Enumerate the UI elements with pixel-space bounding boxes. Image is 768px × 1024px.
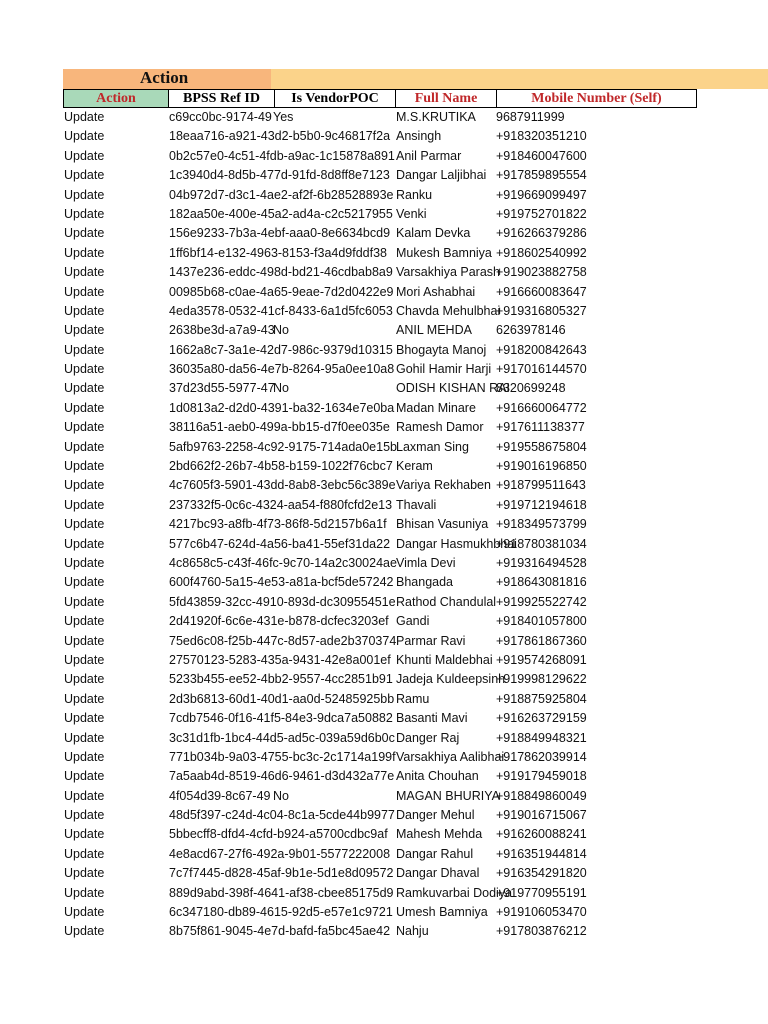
- cell-full-name[interactable]: Vimla Devi: [396, 555, 456, 570]
- table-row: [0, 670, 768, 689]
- cell-full-name[interactable]: Anita Chouhan: [396, 769, 479, 784]
- cell-is-vendor-poc[interactable]: [273, 496, 395, 515]
- cell-action[interactable]: Update: [64, 265, 105, 280]
- cell-bpss-ref-id[interactable]: 5afb9763-2258-4c92-9175-714ada0e15b: [169, 439, 397, 454]
- table-row: [0, 709, 768, 728]
- cell-mobile-number[interactable]: +919998129622: [496, 672, 587, 687]
- cell-mobile-number[interactable]: +919106053470: [496, 905, 587, 920]
- cell-action[interactable]: Update: [64, 769, 105, 784]
- cell-action[interactable]: Update: [64, 245, 105, 260]
- cell-mobile-number[interactable]: +919574268091: [496, 652, 587, 667]
- cell-action[interactable]: Update: [64, 575, 105, 590]
- cell-is-vendor-poc[interactable]: [273, 767, 395, 786]
- cell-full-name[interactable]: Gohil Hamir Harji: [396, 362, 492, 377]
- cell-full-name[interactable]: Nahju: [396, 924, 429, 939]
- cell-bpss-ref-id[interactable]: 38116a51-aeb0-499a-bb15-d7f0ee035e: [169, 420, 390, 435]
- cell-bpss-ref-id[interactable]: 7cdb7546-0f16-41f5-84e3-9dca7a50882: [169, 711, 393, 726]
- cell-mobile-number[interactable]: +918799511643: [496, 478, 586, 493]
- cell-is-vendor-poc[interactable]: [273, 244, 395, 263]
- cell-mobile-number[interactable]: +919023882758: [496, 265, 587, 280]
- cell-action[interactable]: Update: [64, 672, 105, 687]
- cell-action[interactable]: Update: [64, 536, 105, 551]
- cell-is-vendor-poc[interactable]: [273, 845, 395, 864]
- table-row: [0, 806, 768, 825]
- cell-is-vendor-poc[interactable]: [273, 903, 395, 922]
- table-row: [0, 729, 768, 748]
- cell-mobile-number[interactable]: +919179459018: [496, 769, 587, 784]
- cell-bpss-ref-id[interactable]: 2638be3d-a7a9-43: [169, 323, 275, 338]
- cell-full-name[interactable]: Varsakhiya Parash: [396, 265, 500, 280]
- cell-bpss-ref-id[interactable]: 600f4760-5a15-4e53-a81a-bcf5de57242: [169, 575, 394, 590]
- table-row: [0, 418, 768, 437]
- cell-action[interactable]: Update: [64, 691, 105, 706]
- table-row: [0, 767, 768, 786]
- cell-mobile-number[interactable]: 6263978146: [496, 323, 566, 338]
- table-body: [0, 108, 768, 942]
- table-row: [0, 360, 768, 379]
- cell-bpss-ref-id[interactable]: 4eda3578-0532-41cf-8433-6a1d5fc6053: [169, 303, 393, 318]
- cell-mobile-number[interactable]: +919016715067: [496, 808, 587, 823]
- table-row: [0, 612, 768, 631]
- cell-is-vendor-poc[interactable]: No: [273, 323, 289, 338]
- cell-is-vendor-poc[interactable]: Yes: [273, 110, 294, 124]
- cell-mobile-number[interactable]: +918460047600: [496, 148, 587, 163]
- cell-action[interactable]: Update: [64, 420, 105, 435]
- table-row: [0, 108, 768, 127]
- cell-full-name[interactable]: Parmar Ravi: [396, 633, 466, 648]
- cell-full-name[interactable]: Thavali: [396, 497, 437, 512]
- cell-mobile-number[interactable]: +916260088241: [496, 827, 587, 842]
- cell-is-vendor-poc[interactable]: [273, 632, 395, 651]
- cell-is-vendor-poc[interactable]: [273, 825, 395, 844]
- table-row: [0, 205, 768, 224]
- cell-bpss-ref-id[interactable]: 4c8658c5-c43f-46fc-9c70-14a2c30024ae: [169, 555, 397, 570]
- cell-action[interactable]: Update: [64, 924, 105, 939]
- table-row: [0, 321, 768, 340]
- table-row: [0, 186, 768, 205]
- cell-full-name[interactable]: Bhisan Vasuniya: [396, 517, 489, 532]
- cell-is-vendor-poc[interactable]: [273, 884, 395, 903]
- cell-bpss-ref-id[interactable]: 5233b455-ee52-4bb2-9557-4cc2851b91: [169, 672, 393, 687]
- cell-full-name[interactable]: Ramkuvarbai Dodiya: [396, 885, 513, 900]
- cell-action[interactable]: Update: [64, 827, 105, 842]
- cell-full-name[interactable]: Bhogayta Manoj: [396, 342, 487, 357]
- cell-bpss-ref-id[interactable]: 2bd662f2-26b7-4b58-b159-1022f76cbc7: [169, 459, 393, 474]
- cell-bpss-ref-id[interactable]: 0b2c57e0-4c51-4fdb-a9ac-1c15878a891: [169, 148, 395, 163]
- cell-is-vendor-poc[interactable]: [273, 515, 395, 534]
- header-bpss-ref-id[interactable]: BPSS Ref ID: [168, 89, 275, 108]
- cell-full-name[interactable]: Ramesh Damor: [396, 420, 484, 435]
- table-row: [0, 554, 768, 573]
- cell-is-vendor-poc[interactable]: [273, 593, 395, 612]
- cell-bpss-ref-id[interactable]: c69cc0bc-9174-49: [169, 110, 272, 124]
- cell-bpss-ref-id[interactable]: 5fd43859-32cc-4910-893d-dc30955451e: [169, 594, 396, 609]
- cell-mobile-number[interactable]: +918849860049: [496, 788, 587, 803]
- cell-action[interactable]: Update: [64, 594, 105, 609]
- cell-bpss-ref-id[interactable]: 4f054d39-8c67-49: [169, 788, 271, 803]
- table-row: [0, 535, 768, 554]
- table-row: [0, 224, 768, 243]
- cell-bpss-ref-id[interactable]: 1437e236-eddc-498d-bd21-46cdbab8a9: [169, 265, 393, 280]
- table-row: [0, 244, 768, 263]
- table-row: [0, 476, 768, 495]
- cell-bpss-ref-id[interactable]: 6c347180-db89-4615-92d5-e57e1c9721: [169, 905, 393, 920]
- cell-mobile-number[interactable]: +916263729159: [496, 711, 587, 726]
- table-row: [0, 651, 768, 670]
- cell-full-name[interactable]: Dangar Laljibhai: [396, 168, 487, 183]
- cell-mobile-number[interactable]: +918849948321: [496, 730, 587, 745]
- cell-is-vendor-poc[interactable]: [273, 360, 395, 379]
- cell-mobile-number[interactable]: +916351944814: [496, 846, 587, 861]
- cell-action[interactable]: Update: [64, 400, 105, 415]
- cell-full-name[interactable]: ANIL MEHDA: [396, 323, 472, 338]
- cell-full-name[interactable]: Chavda Mehulbhai: [396, 303, 501, 318]
- cell-mobile-number[interactable]: +918643081816: [496, 575, 587, 590]
- cell-mobile-number[interactable]: +918780381034: [496, 536, 587, 551]
- table-row: [0, 787, 768, 806]
- cell-mobile-number[interactable]: 9687911999: [496, 110, 565, 124]
- cell-action[interactable]: Update: [64, 342, 105, 357]
- cell-full-name[interactable]: Laxman Sing: [396, 439, 469, 454]
- cell-bpss-ref-id[interactable]: 182aa50e-400e-45a2-ad4a-c2c5217955: [169, 206, 393, 221]
- cell-action[interactable]: Update: [64, 711, 105, 726]
- cell-bpss-ref-id[interactable]: 04b972d7-d3c1-4ae2-af2f-6b28528893e: [169, 187, 394, 202]
- cell-action[interactable]: Update: [64, 555, 105, 570]
- cell-full-name[interactable]: Rathod Chandulal: [396, 594, 497, 609]
- cell-is-vendor-poc[interactable]: [273, 438, 395, 457]
- cell-is-vendor-poc[interactable]: [273, 670, 395, 689]
- table-row: [0, 263, 768, 282]
- cell-action[interactable]: Update: [64, 846, 105, 861]
- cell-bpss-ref-id[interactable]: 1d0813a2-d2d0-4391-ba32-1634e7e0ba: [169, 400, 395, 415]
- cell-mobile-number[interactable]: +918602540992: [496, 245, 587, 260]
- header-mobile-number[interactable]: Mobile Number (Self): [496, 89, 697, 108]
- cell-action[interactable]: Update: [64, 226, 105, 241]
- table-row: [0, 283, 768, 302]
- cell-action[interactable]: Update: [64, 633, 105, 648]
- table-row: [0, 845, 768, 864]
- cell-mobile-number[interactable]: +919316494528: [496, 555, 587, 570]
- cell-is-vendor-poc[interactable]: [273, 283, 395, 302]
- cell-full-name[interactable]: Variya Rekhaben: [396, 478, 491, 493]
- cell-action[interactable]: Update: [64, 284, 105, 299]
- cell-mobile-number[interactable]: +918349573799: [496, 517, 587, 532]
- cell-bpss-ref-id[interactable]: 8b75f861-9045-4e7d-bafd-fa5bc45ae42: [169, 924, 391, 939]
- cell-action[interactable]: Update: [64, 614, 105, 629]
- cell-full-name[interactable]: ODISH KISHAN RAI: [396, 381, 510, 396]
- cell-action[interactable]: Update: [64, 303, 105, 318]
- cell-is-vendor-poc[interactable]: [273, 922, 395, 941]
- cell-full-name[interactable]: Madan Minare: [396, 400, 476, 415]
- cell-is-vendor-poc[interactable]: [273, 127, 395, 146]
- table-row: [0, 515, 768, 534]
- cell-bpss-ref-id[interactable]: 577c6b47-624d-4a56-ba41-55ef31da22: [169, 536, 391, 551]
- cell-mobile-number[interactable]: +917859895554: [496, 168, 587, 183]
- cell-mobile-number[interactable]: +918200842643: [496, 342, 587, 357]
- cell-full-name[interactable]: Dangar Rahul: [396, 846, 474, 861]
- cell-full-name[interactable]: Keram: [396, 459, 433, 474]
- cell-bpss-ref-id[interactable]: 37d23d55-5977-47: [169, 381, 275, 396]
- cell-mobile-number[interactable]: +918320351210: [496, 129, 587, 144]
- cell-bpss-ref-id[interactable]: 237332f5-0c6c-4324-aa54-f880fcfd2e13: [169, 497, 393, 512]
- cell-action[interactable]: Update: [64, 885, 105, 900]
- cell-full-name[interactable]: Anil Parmar: [396, 148, 462, 163]
- table-row: [0, 884, 768, 903]
- cell-bpss-ref-id[interactable]: 4e8acd67-27f6-492a-9b01-5577222008: [169, 846, 391, 861]
- cell-action[interactable]: Update: [64, 129, 105, 144]
- cell-is-vendor-poc[interactable]: [273, 205, 395, 224]
- cell-full-name[interactable]: Kalam Devka: [396, 226, 471, 241]
- cell-bpss-ref-id[interactable]: 7c7f7445-d828-45af-9b1e-5d1e8d09572: [169, 866, 394, 881]
- cell-is-vendor-poc[interactable]: [273, 302, 395, 321]
- header-row: [63, 89, 696, 108]
- cell-is-vendor-poc[interactable]: [273, 806, 395, 825]
- cell-mobile-number[interactable]: +919770955191: [496, 885, 587, 900]
- cell-bpss-ref-id[interactable]: 1c3940d4-8d5b-477d-91fd-8d8ff8e7123: [169, 168, 390, 183]
- table-row: [0, 399, 768, 418]
- cell-action[interactable]: Update: [64, 439, 105, 454]
- table-row: [0, 825, 768, 844]
- cell-bpss-ref-id[interactable]: 889d9abd-398f-4641-af38-cbee85175d9: [169, 885, 394, 900]
- cell-mobile-number[interactable]: +917611138377: [496, 420, 585, 435]
- cell-action[interactable]: Update: [64, 459, 105, 474]
- table-row: [0, 457, 768, 476]
- header-full-name[interactable]: Full Name: [395, 89, 497, 108]
- cell-bpss-ref-id[interactable]: 1ff6bf14-e132-4963-8153-f3a4d9fddf38: [169, 245, 388, 260]
- cell-is-vendor-poc[interactable]: [273, 457, 395, 476]
- cell-is-vendor-poc[interactable]: [273, 476, 395, 495]
- cell-is-vendor-poc[interactable]: [273, 748, 395, 767]
- cell-bpss-ref-id[interactable]: 5bbecff8-dfd4-4cfd-b924-a5700cdbc9af: [169, 827, 388, 842]
- cell-full-name[interactable]: Danger Raj: [396, 730, 460, 745]
- cell-action[interactable]: Update: [64, 478, 105, 493]
- cell-action[interactable]: Update: [64, 206, 105, 221]
- cell-bpss-ref-id[interactable]: 75ed6c08-f25b-447c-8d57-ade2b370374: [169, 633, 397, 648]
- cell-bpss-ref-id[interactable]: 771b034b-9a03-4755-bc3c-2c1714a199f: [169, 749, 396, 764]
- cell-is-vendor-poc[interactable]: [273, 341, 395, 360]
- cell-is-vendor-poc[interactable]: [273, 224, 395, 243]
- cell-action[interactable]: Update: [64, 323, 105, 338]
- cell-bpss-ref-id[interactable]: 00985b68-c0ae-4a65-9eae-7d2d0422e9: [169, 284, 394, 299]
- cell-mobile-number[interactable]: +919316805327: [496, 303, 587, 318]
- cell-is-vendor-poc[interactable]: [273, 729, 395, 748]
- cell-mobile-number[interactable]: +918401057800: [496, 614, 587, 629]
- cell-action[interactable]: Update: [64, 788, 105, 803]
- cell-full-name[interactable]: Venki: [396, 206, 427, 221]
- cell-full-name[interactable]: Umesh Bamniya: [396, 905, 488, 920]
- cell-is-vendor-poc[interactable]: No: [273, 381, 289, 396]
- cell-mobile-number[interactable]: +917016144570: [496, 362, 587, 377]
- banner-title: Action: [140, 68, 189, 87]
- cell-is-vendor-poc[interactable]: [273, 573, 395, 592]
- cell-mobile-number[interactable]: +916354291820: [496, 866, 587, 881]
- cell-action[interactable]: Update: [64, 362, 105, 377]
- table-row: [0, 864, 768, 883]
- table-row: [0, 438, 768, 457]
- cell-action[interactable]: Update: [64, 652, 105, 667]
- cell-bpss-ref-id[interactable]: 27570123-5283-435a-9431-42e8a001ef: [169, 652, 391, 667]
- cell-action[interactable]: Update: [64, 381, 105, 396]
- cell-action[interactable]: Update: [64, 517, 105, 532]
- cell-mobile-number[interactable]: +916660083647: [496, 284, 587, 299]
- cell-is-vendor-poc[interactable]: [273, 418, 395, 437]
- table-row: [0, 573, 768, 592]
- cell-mobile-number[interactable]: +919016196850: [496, 459, 587, 474]
- cell-mobile-number[interactable]: +917862039914: [496, 749, 587, 764]
- cell-action[interactable]: Update: [64, 168, 105, 183]
- table-row: [0, 302, 768, 321]
- cell-mobile-number[interactable]: +919669099497: [496, 187, 587, 202]
- cell-full-name[interactable]: Ranku: [396, 187, 433, 202]
- cell-bpss-ref-id[interactable]: 3c31d1fb-1bc4-44d5-ad5c-039a59d6b0c: [169, 730, 395, 745]
- cell-is-vendor-poc[interactable]: [273, 864, 395, 883]
- table-row: [0, 593, 768, 612]
- cell-mobile-number[interactable]: +918875925804: [496, 691, 587, 706]
- header-action[interactable]: Action: [63, 89, 169, 108]
- table-row: [0, 496, 768, 515]
- table-row: [0, 748, 768, 767]
- cell-action[interactable]: Update: [64, 749, 105, 764]
- cell-full-name[interactable]: MAGAN BHURIYA: [396, 788, 500, 803]
- table-row: [0, 922, 768, 941]
- cell-mobile-number[interactable]: +916660064772: [496, 400, 587, 415]
- cell-is-vendor-poc[interactable]: [273, 186, 395, 205]
- cell-full-name[interactable]: Ansingh: [396, 129, 442, 144]
- cell-mobile-number[interactable]: +919712194618: [496, 497, 587, 512]
- cell-full-name[interactable]: Gandi: [396, 614, 430, 629]
- cell-is-vendor-poc[interactable]: [273, 147, 395, 166]
- cell-full-name[interactable]: Mukesh Bamniya: [396, 245, 492, 260]
- cell-action[interactable]: Update: [64, 866, 105, 881]
- cell-bpss-ref-id[interactable]: 18eaa716-a921-43d2-b5b0-9c46817f2a: [169, 129, 391, 144]
- cell-bpss-ref-id[interactable]: 156e9233-7b3a-4ebf-aaa0-8e6634bcd9: [169, 226, 391, 241]
- table-row: [0, 903, 768, 922]
- table-row: [0, 632, 768, 651]
- cell-full-name[interactable]: Mahesh Mehda: [396, 827, 483, 842]
- cell-full-name[interactable]: Mori Ashabhai: [396, 284, 476, 299]
- banner-right: [271, 69, 768, 89]
- cell-full-name[interactable]: Dangar Dhaval: [396, 866, 480, 881]
- cell-full-name[interactable]: M.S.KRUTIKA: [396, 110, 476, 124]
- cell-mobile-number[interactable]: +917803876212: [496, 924, 587, 939]
- cell-action[interactable]: Update: [64, 905, 105, 920]
- cell-full-name[interactable]: Khunti Maldebhai: [396, 652, 493, 667]
- cell-is-vendor-poc[interactable]: [273, 166, 395, 185]
- cell-action[interactable]: Update: [64, 808, 105, 823]
- cell-bpss-ref-id[interactable]: 2d3b6813-60d1-40d1-aa0d-52485925bb: [169, 691, 395, 706]
- cell-bpss-ref-id[interactable]: 7a5aab4d-8519-46d6-9461-d3d432a77e: [169, 769, 395, 784]
- cell-is-vendor-poc[interactable]: [273, 399, 395, 418]
- table-row: [0, 341, 768, 360]
- cell-is-vendor-poc[interactable]: [273, 651, 395, 670]
- cell-full-name[interactable]: Basanti Mavi: [396, 711, 468, 726]
- cell-bpss-ref-id[interactable]: 4217bc93-a8fb-4f73-86f8-5d2157b6a1f: [169, 517, 387, 532]
- header-is-vendor-poc[interactable]: Is VendorPOC: [274, 89, 396, 108]
- cell-full-name[interactable]: Danger Mehul: [396, 808, 475, 823]
- cell-bpss-ref-id[interactable]: 36035a80-da56-4e7b-8264-95a0ee10a8: [169, 362, 395, 377]
- cell-bpss-ref-id[interactable]: 4c7605f3-5901-43dd-8ab8-3ebc56c389e: [169, 478, 396, 493]
- cell-action[interactable]: Update: [64, 148, 105, 163]
- cell-is-vendor-poc[interactable]: [273, 535, 395, 554]
- cell-full-name[interactable]: Bhangada: [396, 575, 454, 590]
- cell-is-vendor-poc[interactable]: [273, 612, 395, 631]
- cell-is-vendor-poc[interactable]: [273, 554, 395, 573]
- table-row: [0, 147, 768, 166]
- cell-is-vendor-poc[interactable]: [273, 690, 395, 709]
- table-row: [0, 690, 768, 709]
- cell-mobile-number[interactable]: +919558675804: [496, 439, 587, 454]
- cell-action[interactable]: Update: [64, 110, 105, 124]
- cell-mobile-number[interactable]: 8320699248: [496, 381, 566, 396]
- cell-mobile-number[interactable]: +919752701822: [496, 206, 587, 221]
- cell-is-vendor-poc[interactable]: [273, 263, 395, 282]
- cell-full-name[interactable]: Ramu: [396, 691, 430, 706]
- cell-bpss-ref-id[interactable]: 2d41920f-6c6e-431e-b878-dcfec3203ef: [169, 614, 389, 629]
- table-row: [0, 166, 768, 185]
- cell-action[interactable]: Update: [64, 187, 105, 202]
- table-row: [0, 379, 768, 398]
- cell-mobile-number[interactable]: +916266379286: [496, 226, 587, 241]
- cell-full-name[interactable]: Jadeja Kuldeepsinh: [396, 672, 506, 687]
- cell-action[interactable]: Update: [64, 730, 105, 745]
- cell-is-vendor-poc[interactable]: No: [273, 788, 289, 803]
- cell-full-name[interactable]: Dangar Hasmukhbhai: [396, 536, 517, 551]
- cell-bpss-ref-id[interactable]: 1662a8c7-3a1e-42d7-986c-9379d10315: [169, 342, 393, 357]
- cell-mobile-number[interactable]: +919925522742: [496, 594, 587, 609]
- cell-mobile-number[interactable]: +917861867360: [496, 633, 587, 648]
- cell-bpss-ref-id[interactable]: 48d5f397-c24d-4c04-8c1a-5cde44b9977: [169, 808, 395, 823]
- cell-full-name[interactable]: Varsakhiya Aalibhai: [396, 749, 505, 764]
- cell-action[interactable]: Update: [64, 497, 105, 512]
- table-row: [0, 127, 768, 146]
- cell-is-vendor-poc[interactable]: [273, 709, 395, 728]
